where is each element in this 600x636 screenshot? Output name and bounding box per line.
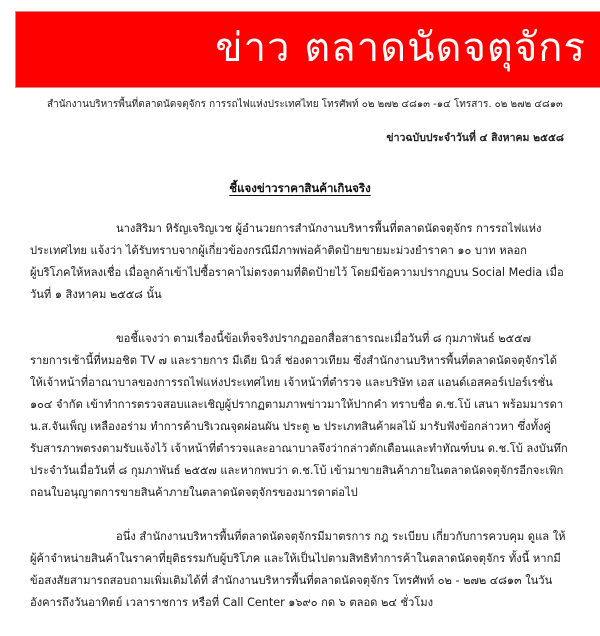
- paragraph-line: ๑๐๔ จำกัด เข้าทำการตรวจสอบและเชิญผู้ปรากฏตามภาพข่าวมาให้ปากคำ ทราบชื่อ ด.ช.โบ้ เสนา พร้อมมารดา: [30, 398, 564, 411]
- paragraph-line: ผู้บริโภคให้หลงเชื่อ เมื่อลูกค้าเข้าไปซื้อราคาไม่ตรงตามที่ติดป้ายไว้ โดยมีข้อความปรากฏบน Social Media เมื่อ: [30, 266, 564, 279]
- document-title-text: ชี้แจงข่าวราคาสินค้าเกินจริง: [229, 181, 371, 195]
- banner-title: ข่าว ตลาดนัดจตุจักร: [215, 25, 586, 71]
- paragraph-line: อนึ่ง สำนักงานบริหารพื้นที่ตลาดนัดจตุจักรมีมาตรการ กฎ ระเบียบ เกี่ยวกับการควบคุม ดูแล ให้: [116, 530, 566, 543]
- document-body: [30, 218, 586, 636]
- paragraph-line: น.ส.จันเพ็ญ เหลืองอร่าม ทำการค้าบริเวณจุดผ่อนผัน ประตู ๒ ประเภทสินค้าผลไม้ มารับฟังข้อกล่าวหา ซึ่งทั้งคู่: [30, 420, 551, 433]
- paragraph-line: ผู้ค้าจำหน่ายสินค้าในราคาที่ยุติธรรมกับผู้บริโภค และให้เป็นไปตามสิทธิทำการค้าในตลาดนัดจตุจักร ทั้งนี้ หากมี: [30, 552, 561, 565]
- paragraph-1: [30, 218, 586, 306]
- paragraph-2: [30, 328, 586, 504]
- document-title: [0, 180, 600, 198]
- paragraph-line: อังคารถึงวันอาทิตย์ เวลาราชการ หรือที่ Call Center ๑๖๙๐ กด ๖ ตลอด ๒๔ ชั่วโมง: [30, 596, 434, 609]
- paragraph-line: ประเทศไทย แจ้งว่า ได้รับทราบจากผู้เกี่ยวข้องกรณีมีภาพพ่อค้าติดป้ายขายมะม่วงยำราคา ๑๐ บาท หลอก: [30, 244, 527, 257]
- paragraph-line: ประจำวันเมื่อวันที่ ๘ กุมภาพันธ์ ๒๕๕๗ และหากพบว่า ด.ช.โบ้ เข้ามาขายสินค้าภายในตลาดนัดจตุจักรอีกจะเพิก: [30, 464, 564, 477]
- paragraph-line: วันที่ ๑ สิงหาคม ๒๕๕๘ นั้น: [30, 288, 162, 301]
- paragraph-line: ถอนใบอนุญาตการขายสินค้าภายในตลาดนัดจตุจักรของมารดาต่อไป: [30, 486, 358, 499]
- paragraph-line: รับสารภาพตรงตามรับแจ้งไว้ เจ้าหน้าที่ตำรวจและอาณาบาลจึงว่ากล่าวตักเตือนและทำทัณฑ์บน ด.ช.โบ้ ลงบันทึก: [30, 442, 568, 455]
- paragraph-line: รายการเช้านี้ที่หมอชิต TV ๗ และรายการ มีเดีย นิวส์ ช่องดาวเทียม ซึ่งสำนักงานบริหารพื้นที่ตลาดนัดจตุจักรได้: [30, 354, 558, 367]
- paragraph-3: [30, 526, 586, 614]
- paragraph-line: นางสิริมา หิรัญเจริญเวช ผู้อำนวยการสำนักงานบริหารพื้นที่ตลาดนัดจตุจักร การรถไฟแห่ง: [116, 222, 542, 235]
- office-contact-line: สำนักงานบริหารพื้นที่ตลาดนัดจตุจักร การรถไฟแห่งประเทศไทย โทรศัพท์ ๐๒ ๒๗๒ ๔๘๑๓ -๑๔ โทรสาร. ๐๒ ๒๗๒ ๔๘๑๓: [47, 99, 563, 110]
- paragraph-line: ขอชี้แจงว่า ตามเรื่องนี้ข้อเท็จจริงปรากฏออกสื่อสาธารณะเมื่อวันที่ ๘ กุมภาพันธ์ ๒๕๕๗: [116, 332, 531, 345]
- paragraph-line: ให้เจ้าหน้าที่อาณาบาลของการรถไฟแห่งประเทศไทย เจ้าหน้าที่ตำรวจ และบริษัท เอส แอนด์เอสคอร์เปอร์เรชั่น: [30, 376, 553, 389]
- news-banner: [15, 11, 600, 88]
- paragraph-line: ข้อสงสัยสามารถสอบถามเพิ่มเติมได้ที่ สำนักงานบริหารพื้นที่ตลาดนัดจตุจักร โทรศัพท์ ๐๒ - ๒๗๒ ๔๘๑๓ ในวัน: [30, 574, 553, 587]
- issue-date: ข่าวฉบับประจำวันที่ ๔ สิงหาคม ๒๕๕๘: [386, 132, 564, 144]
